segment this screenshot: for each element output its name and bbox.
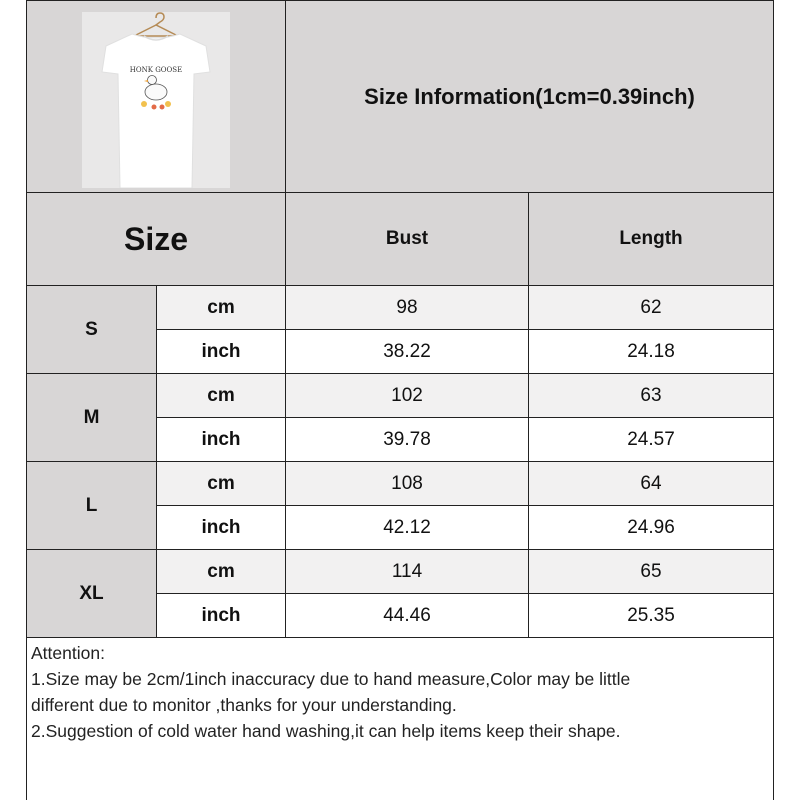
unit-text: inch: [201, 516, 241, 538]
size-label-text: XL: [79, 582, 104, 604]
bust-value-text: 102: [391, 384, 423, 406]
unit-cell: [156, 373, 286, 418]
length-value-cell: [528, 329, 774, 374]
bust-value-cell: [285, 461, 529, 506]
unit-cell: [156, 505, 286, 550]
size-label-cell: [26, 373, 157, 462]
unit-text: inch: [201, 340, 241, 362]
length-value-cell: [528, 285, 774, 330]
tshirt-image: [82, 12, 230, 188]
shirt-print-text: HONK GOOSE: [129, 66, 183, 74]
bust-header-cell: [285, 192, 529, 286]
unit-text: cm: [207, 384, 235, 406]
bust-value-text: 42.12: [383, 516, 431, 538]
bust-value-text: 108: [391, 472, 423, 494]
attention-notes: [31, 640, 771, 744]
bust-value-text: 38.22: [383, 340, 431, 362]
size-header-cell: [26, 192, 286, 286]
unit-text: cm: [207, 296, 235, 318]
bust-value-cell: [285, 593, 529, 638]
bust-value-text: 114: [391, 560, 423, 582]
length-value-cell: [528, 373, 774, 418]
unit-cell: [156, 461, 286, 506]
unit-text: cm: [207, 560, 235, 582]
page-title: Size Information(1cm=0.39inch): [364, 83, 695, 109]
size-label-text: S: [85, 318, 98, 340]
size-label-text: L: [85, 494, 98, 516]
attention-line: 2.Suggestion of cold water hand washing,it can help items keep their shape.: [31, 721, 621, 741]
size-header: Size: [123, 220, 189, 257]
unit-text: inch: [201, 604, 241, 626]
bust-value-text: 39.78: [383, 428, 431, 450]
length-value-cell: [528, 549, 774, 594]
size-label-cell: [26, 285, 157, 374]
length-value-text: 64: [640, 472, 662, 494]
length-value-text: 25.35: [627, 604, 675, 626]
length-value-cell: [528, 505, 774, 550]
attention-heading: Attention:: [31, 643, 105, 663]
bust-value-cell: [285, 417, 529, 462]
bust-value-text: 44.46: [383, 604, 431, 626]
length-header-cell: [528, 192, 774, 286]
product-photo: [82, 12, 230, 188]
bust-value-cell: [285, 549, 529, 594]
attention-line: 1.Size may be 2cm/1inch inaccuracy due to hand measure,Color may be little: [31, 669, 631, 689]
bust-value-cell: [285, 285, 529, 330]
length-value-text: 62: [640, 296, 662, 318]
unit-text: inch: [201, 428, 241, 450]
length-value-cell: [528, 593, 774, 638]
bust-value-cell: [285, 505, 529, 550]
bust-value-cell: [285, 329, 529, 374]
length-header: Length: [619, 228, 683, 249]
bust-header: Bust: [385, 228, 429, 249]
unit-cell: [156, 417, 286, 462]
unit-cell: [156, 285, 286, 330]
length-value-text: 63: [640, 384, 662, 406]
unit-cell: [156, 549, 286, 594]
bust-value-text: 98: [396, 296, 418, 318]
unit-cell: [156, 329, 286, 374]
unit-cell: [156, 593, 286, 638]
length-value-cell: [528, 461, 774, 506]
size-label-text: M: [83, 406, 100, 428]
attention-line: different due to monitor ,thanks for your understanding.: [31, 695, 457, 715]
length-value-cell: [528, 417, 774, 462]
title-cell: [285, 0, 774, 193]
unit-text: cm: [207, 472, 235, 494]
length-value-text: 24.57: [627, 428, 675, 450]
length-value-text: 65: [640, 560, 662, 582]
size-label-cell: [26, 461, 157, 550]
length-value-text: 24.96: [627, 516, 675, 538]
length-value-text: 24.18: [627, 340, 675, 362]
bust-value-cell: [285, 373, 529, 418]
size-label-cell: [26, 549, 157, 638]
